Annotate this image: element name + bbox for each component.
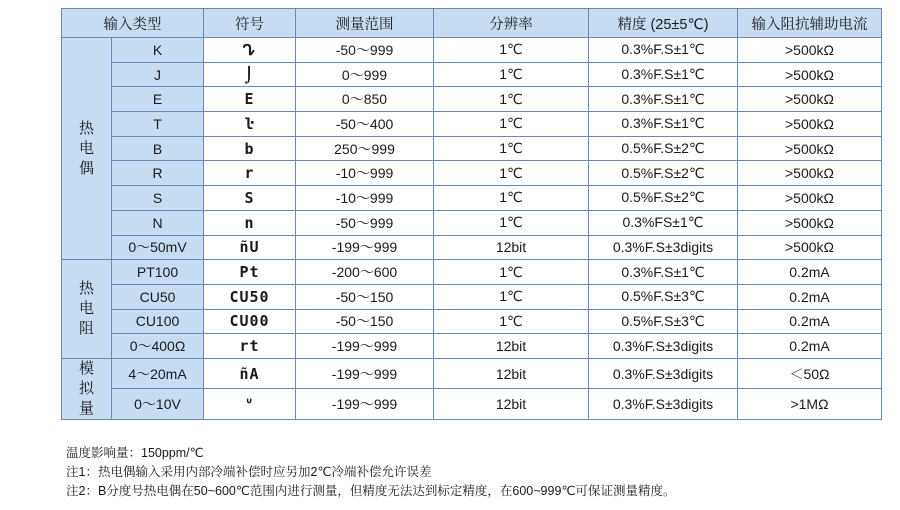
cell-accuracy: 0.5%F.S±3℃ <box>589 284 738 309</box>
cell-type: 0～400Ω <box>112 334 204 359</box>
cell-range: -199～999 <box>296 334 434 359</box>
cell-accuracy: 0.5%F.S±2℃ <box>589 136 738 161</box>
table-row <box>62 136 882 161</box>
cell-accuracy: 0.3%F.S±3digits <box>589 235 738 260</box>
cell-impedance: >500kΩ <box>738 235 882 260</box>
cell-accuracy: 0.3%F.S±3digits <box>589 389 738 420</box>
cell-symbol: ᐡ <box>204 389 296 420</box>
cell-symbol: ŀ <box>204 112 296 137</box>
cell-symbol: E <box>204 87 296 112</box>
cell-accuracy: 0.3%F.S±3digits <box>589 334 738 359</box>
table-row <box>62 334 882 359</box>
cell-symbol: ⌡ <box>204 62 296 87</box>
cell-symbol: rt <box>204 334 296 359</box>
cell-symbol: ᖊ <box>204 38 296 63</box>
spec-table <box>61 8 882 420</box>
cell-impedance: >500kΩ <box>738 38 882 63</box>
header-range: 测量范围 <box>296 9 434 38</box>
cell-range: -200～600 <box>296 260 434 285</box>
table-row <box>62 87 882 112</box>
cell-resolution: 12bit <box>434 389 589 420</box>
table-row <box>62 186 882 211</box>
cell-resolution: 1℃ <box>434 260 589 285</box>
cell-impedance: >500kΩ <box>738 186 882 211</box>
cell-range: -10～999 <box>296 186 434 211</box>
cell-range: -10～999 <box>296 161 434 186</box>
group-label <box>62 38 112 260</box>
cell-type: 0～50mV <box>112 235 204 260</box>
cell-resolution: 1℃ <box>434 112 589 137</box>
cell-impedance: >500kΩ <box>738 112 882 137</box>
cell-range: -50～150 <box>296 309 434 334</box>
cell-accuracy: 0.5%F.S±2℃ <box>589 186 738 211</box>
cell-resolution: 12bit <box>434 358 589 389</box>
cell-range: -199～999 <box>296 235 434 260</box>
cell-resolution: 1℃ <box>434 210 589 235</box>
group-label-char: 拟 <box>78 379 94 397</box>
cell-type: CU100 <box>112 309 204 334</box>
header-symbol: 符号 <box>204 9 296 38</box>
cell-type: B <box>112 136 204 161</box>
cell-accuracy: 0.5%F.S±2℃ <box>589 161 738 186</box>
cell-symbol: ñU <box>204 235 296 260</box>
cell-resolution: 12bit <box>434 334 589 359</box>
cell-range: -50～150 <box>296 284 434 309</box>
table-row <box>62 389 882 420</box>
table-row <box>62 309 882 334</box>
table-row <box>62 112 882 137</box>
cell-accuracy: 0.3%F.S±1℃ <box>589 38 738 63</box>
cell-accuracy: 0.5%F.S±3℃ <box>589 309 738 334</box>
cell-symbol: n <box>204 210 296 235</box>
cell-resolution: 12bit <box>434 235 589 260</box>
cell-accuracy: 0.3%F.S±1℃ <box>589 62 738 87</box>
cell-resolution: 1℃ <box>434 186 589 211</box>
cell-symbol: ñA <box>204 358 296 389</box>
group-label-char: 偶 <box>78 159 94 177</box>
cell-symbol: S <box>204 186 296 211</box>
header-resolution: 分辨率 <box>434 9 589 38</box>
table-header <box>62 9 882 38</box>
cell-accuracy: 0.3%F.S±3digits <box>589 358 738 389</box>
cell-resolution: 1℃ <box>434 161 589 186</box>
cell-range: -50～999 <box>296 210 434 235</box>
cell-type: 4～20mA <box>112 358 204 389</box>
note-1: 注1：热电偶输入采用内部冷端补偿时应另加2℃冷端补偿允许误差 <box>66 465 432 479</box>
cell-type: 0～10V <box>112 389 204 420</box>
table-row <box>62 38 882 63</box>
table-row <box>62 62 882 87</box>
cell-impedance: >500kΩ <box>738 62 882 87</box>
cell-range: -50～999 <box>296 38 434 63</box>
cell-range: -50～400 <box>296 112 434 137</box>
group-label-char: 电 <box>78 300 94 318</box>
cell-resolution: 1℃ <box>434 284 589 309</box>
group-label-char: 热 <box>78 119 94 137</box>
cell-symbol: CU00 <box>204 309 296 334</box>
cell-accuracy: 0.3%F.S±1℃ <box>589 87 738 112</box>
header-input-type: 输入类型 <box>62 9 204 38</box>
cell-impedance: 0.2mA <box>738 334 882 359</box>
cell-symbol: Pt <box>204 260 296 285</box>
notes <box>66 444 675 501</box>
table-row <box>62 235 882 260</box>
cell-accuracy: 0.3%F.S±1℃ <box>589 112 738 137</box>
cell-resolution: 1℃ <box>434 62 589 87</box>
cell-impedance: 0.2mA <box>738 260 882 285</box>
cell-type: S <box>112 186 204 211</box>
table-row <box>62 358 882 389</box>
table-row <box>62 210 882 235</box>
cell-resolution: 1℃ <box>434 309 589 334</box>
cell-impedance: >1MΩ <box>738 389 882 420</box>
cell-symbol: CU50 <box>204 284 296 309</box>
table-row <box>62 284 882 309</box>
cell-type: J <box>112 62 204 87</box>
cell-symbol: r <box>204 161 296 186</box>
cell-range: -199～999 <box>296 389 434 420</box>
cell-type: PT100 <box>112 260 204 285</box>
header-impedance: 输入阻抗辅助电流 <box>738 9 882 38</box>
cell-type: T <box>112 112 204 137</box>
cell-range: 0～999 <box>296 62 434 87</box>
cell-type: CU50 <box>112 284 204 309</box>
group-label-char: 热 <box>78 280 94 298</box>
cell-resolution: 1℃ <box>434 38 589 63</box>
cell-impedance: >500kΩ <box>738 87 882 112</box>
table-body <box>62 38 882 420</box>
group-label-char: 量 <box>78 399 94 417</box>
group-label <box>62 358 112 419</box>
group-label-char: 阻 <box>78 320 94 338</box>
note-2: 注2：B分度号热电偶在50~600℃范围内进行测量，但精度无法达到标定精度，在600~999℃可保证测量精度。 <box>66 484 676 498</box>
cell-range: 0～850 <box>296 87 434 112</box>
cell-accuracy: 0.3%F.S±1℃ <box>589 260 738 285</box>
cell-impedance: ＜50Ω <box>738 358 882 389</box>
cell-type: N <box>112 210 204 235</box>
cell-accuracy: 0.3%FS±1℃ <box>589 210 738 235</box>
cell-type: K <box>112 38 204 63</box>
cell-resolution: 1℃ <box>434 136 589 161</box>
note-temperature: 温度影响量：150ppm/℃ <box>66 446 204 460</box>
cell-range: 250～999 <box>296 136 434 161</box>
cell-impedance: >500kΩ <box>738 136 882 161</box>
group-label <box>62 260 112 359</box>
group-label-char: 模 <box>78 359 94 377</box>
cell-symbol: b <box>204 136 296 161</box>
cell-type: E <box>112 87 204 112</box>
cell-impedance: 0.2mA <box>738 309 882 334</box>
cell-resolution: 1℃ <box>434 87 589 112</box>
header-accuracy: 精度 (25±5℃) <box>589 9 738 38</box>
cell-impedance: 0.2mA <box>738 284 882 309</box>
cell-impedance: >500kΩ <box>738 210 882 235</box>
table-row <box>62 161 882 186</box>
cell-impedance: >500kΩ <box>738 161 882 186</box>
table-row <box>62 260 882 285</box>
group-label-char: 电 <box>78 139 94 157</box>
cell-type: R <box>112 161 204 186</box>
cell-range: -199～999 <box>296 358 434 389</box>
